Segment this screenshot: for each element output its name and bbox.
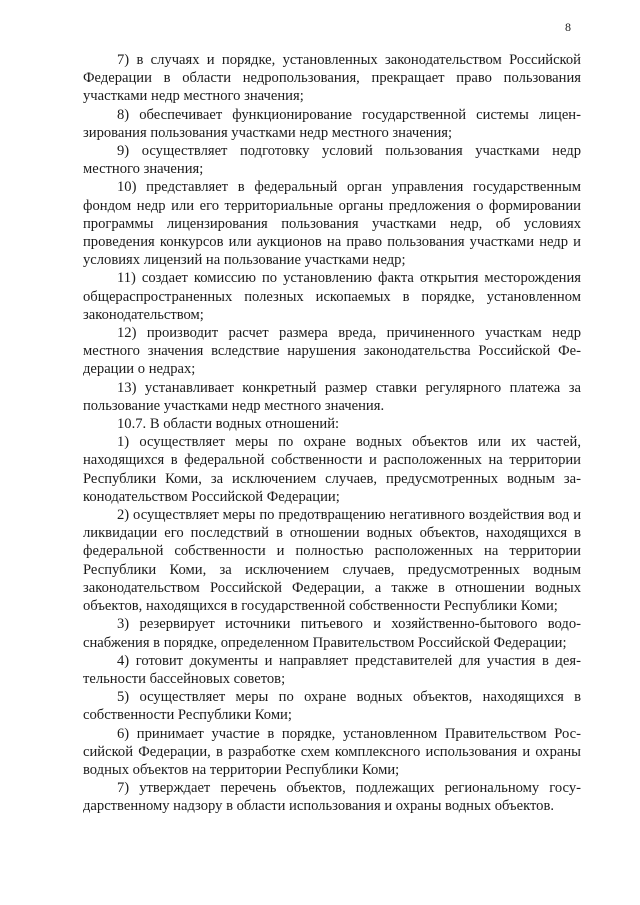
page-number: 8 — [565, 20, 571, 34]
paragraph-item-10-subsoil: 10) представляет в федеральный орган управления государственным фондом недр или его территориальные органы предложения о формировании программы лицензирования пользования участками недр, об условиях проведения конкурсов или аукционов на право пользования участками недр и условиях лицензий на пользование участками недр; — [83, 179, 581, 269]
paragraph-item-4-water: 4) готовит документы и направляет представителей для участия в деятельности бассейновых советов; — [83, 652, 581, 687]
document-body — [83, 51, 581, 816]
paragraph-item-5-water: 5) осуществляет меры по охране водных объектов, находящихся в собственности Республики Коми; — [83, 689, 581, 724]
paragraph-item-12-subsoil: 12) производит расчет размера вреда, причиненного участкам недр местного значения вследствие нарушения законодательства Российской Федерации о недрах; — [83, 325, 581, 378]
paragraph-item-7-water: 7) утверждает перечень объектов, подлежащих региональному государственному надзору в области использования и охраны водных объектов. — [83, 780, 581, 815]
paragraph-item-7-subsoil: 7) в случаях и порядке, установленных законодательством Российской Федерации в области недропользования, прекращает право пользования участками недр местного значения; — [83, 52, 581, 105]
paragraph-item-2-water: 2) осуществляет меры по предотвращению негативного воздействия вод и ликвидации его последствий в отношении водных объектов, находящихся в федеральной собственности и полностью расположенных на территории Республики Коми, за исключением случаев, предусмотренных водным законодательством Российской Федерации, а также в отношении водных объектов, находящихся в государственной собственности Республики Коми; — [83, 507, 581, 615]
paragraph-item-9-subsoil: 9) осуществляет подготовку условий пользования участками недр местного значения; — [83, 143, 581, 178]
paragraph-item-3-water: 3) резервирует источники питьевого и хозяйственно-бытового водоснабжения в порядке, определенном Правительством Российской Федерации; — [83, 616, 581, 651]
paragraph-item-6-water: 6) принимает участие в порядке, установленном Правительством Российской Федерации, в разработке схем комплексного использования и охраны водных объектов на территории Республики Коми; — [83, 725, 581, 778]
paragraph-item-11-subsoil: 11) создает комиссию по установлению факта открытия месторождения общераспространенных полезных ископаемых в порядке, установленном законодательством; — [83, 270, 581, 323]
paragraph-item-13-subsoil: 13) устанавливает конкретный размер ставки регулярного платежа за пользование участками недр местного значения. — [83, 379, 581, 414]
paragraph-item-1-water: 1) осуществляет меры по охране водных объектов или их частей, находящихся в федеральной собственности и расположенных на территории Республики Коми, за исключением случаев, предусмотренных водным законодательством Российской Федерации; — [83, 434, 581, 505]
section-heading-water-relations: 10.7. В области водных отношений: — [117, 416, 340, 433]
paragraph-item-8-subsoil: 8) обеспечивает функционирование государственной системы лицензирования пользования участками недр местного значения; — [83, 106, 581, 141]
